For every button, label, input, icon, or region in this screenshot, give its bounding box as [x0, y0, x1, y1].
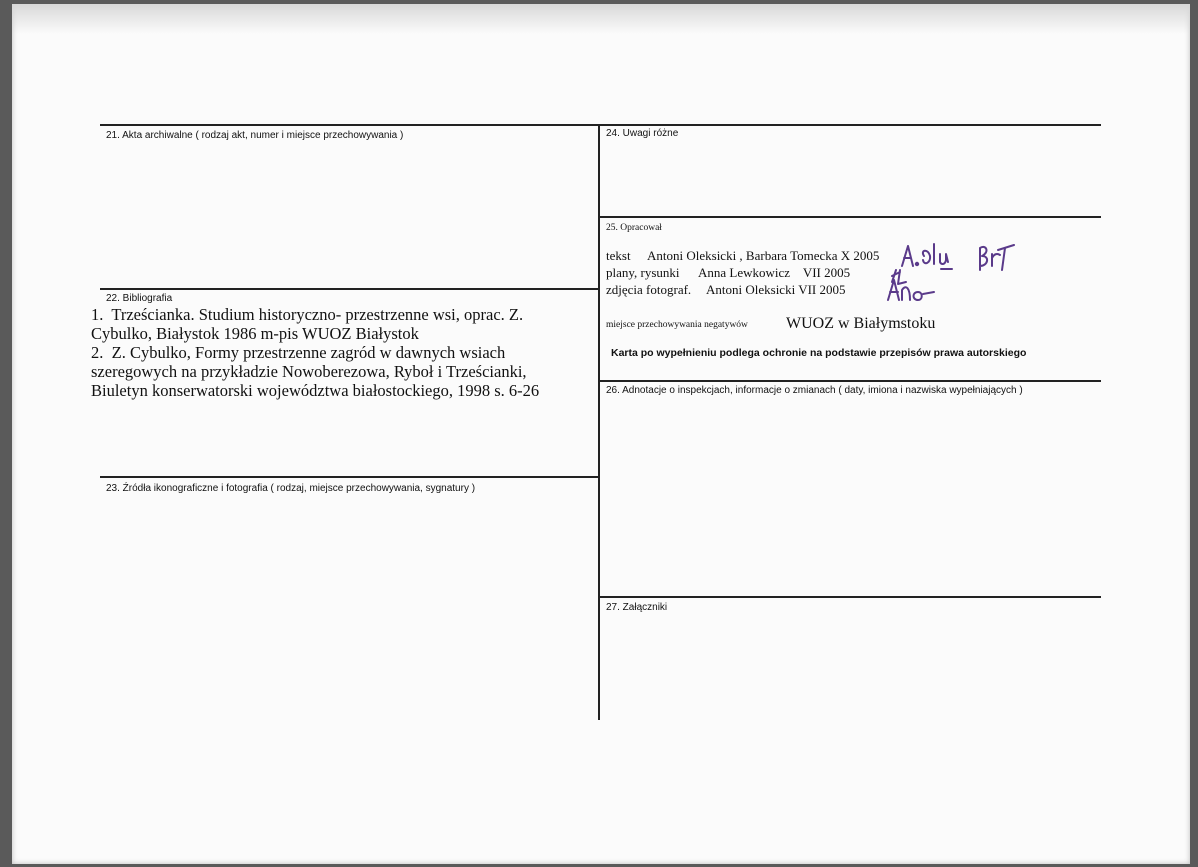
tekst-value: Antoni Oleksicki , Barbara Tomecka X 2005	[647, 248, 880, 263]
bibliography-line: Biuletyn konserwatorski województwa białostockiego, 1998 s. 6-26	[91, 381, 540, 400]
divider-top	[100, 124, 1101, 126]
section-22-label: 22. Bibliografia	[106, 293, 173, 304]
section-26-label: 26. Adnotacje o inspekcjach, informacje o zmianach ( daty, imiona i nazwiska wypełniających )	[606, 385, 1023, 396]
divider-right-27	[599, 596, 1101, 598]
section-25-label: 25. Opracował	[606, 223, 662, 233]
plany-prefix: plany, rysunki	[606, 265, 680, 280]
bibliography-line: szeregowych na przykładzie Nowoberezowa, Ryboł i Trześcianki,	[91, 362, 527, 381]
section-21-label: 21. Akta archiwalne ( rodzaj akt, numer i miejsce przechowywania )	[106, 130, 404, 141]
divider-left-22	[100, 288, 599, 290]
plany-value: Anna Lewkowicz VII 2005	[698, 265, 851, 280]
divider-left-23	[100, 476, 599, 478]
copyright-note: Karta po wypełnieniu podlega ochronie na podstawie przepisów prawa autorskiego	[611, 347, 1027, 359]
bibliography-line: Cybulko, Białystok 1986 m-pis WUOZ Białystok	[91, 324, 419, 343]
handwritten-signatures	[880, 236, 1020, 302]
negatywy-value: WUOZ w Białymstoku	[786, 315, 936, 332]
tekst-prefix: tekst	[606, 248, 631, 263]
divider-right-25	[599, 216, 1101, 218]
section-23-label: 23. Źródła ikonograficzne i fotografia ( rodzaj, miejsce przechowywania, sygnatury )	[106, 483, 476, 494]
divider-right-26	[599, 380, 1101, 382]
zdjecia-prefix: zdjęcia fotograf.	[606, 282, 692, 297]
negatywy-label: miejsce przechowywania negatywów	[606, 320, 748, 330]
section-27-label: 27. Załączniki	[606, 602, 668, 613]
section-24-label: 24. Uwagi różne	[606, 128, 679, 139]
bibliography-text	[91, 305, 571, 400]
divider-center	[598, 124, 600, 720]
bibliography-line: 1. Trześcianka. Studium historyczno- przestrzenne wsi, oprac. Z.	[91, 305, 524, 324]
bibliography-line: 2. Z. Cybulko, Formy przestrzenne zagród w dawnych wsiach	[91, 343, 506, 362]
zdjecia-value: Antoni Oleksicki VII 2005	[706, 282, 846, 297]
